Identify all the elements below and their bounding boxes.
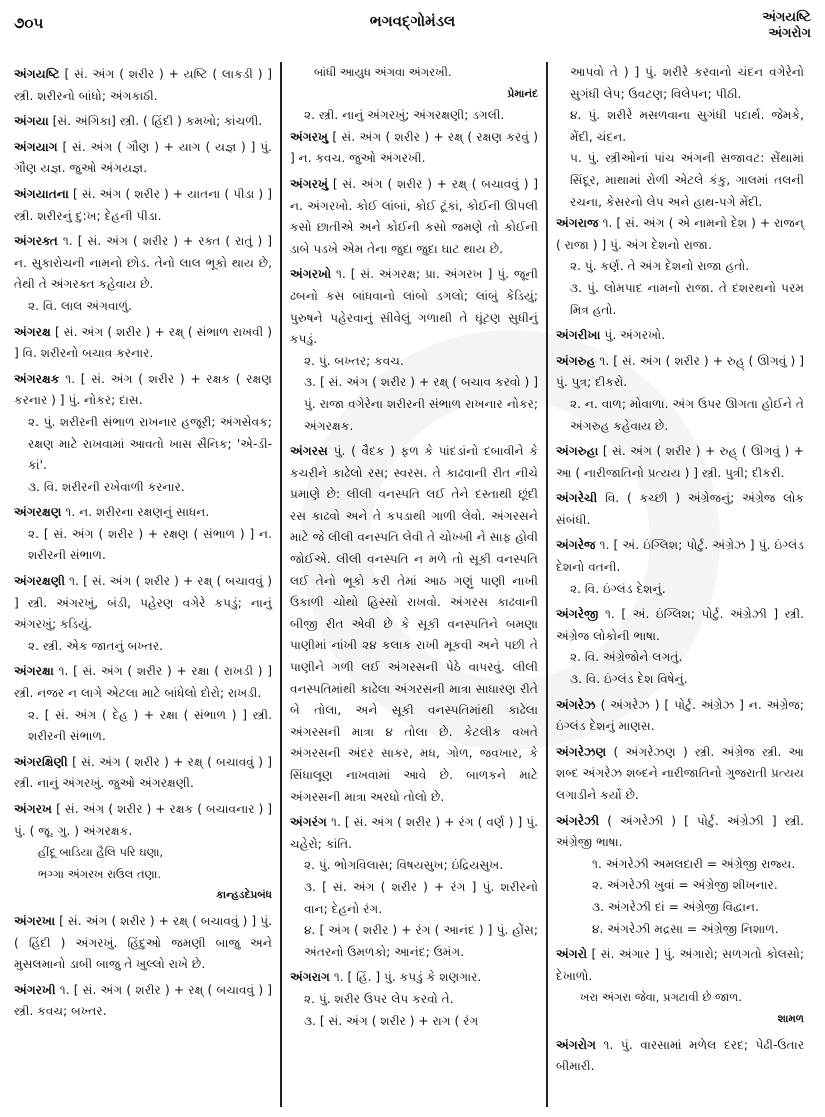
definition: ૧. [ સં. અંગ ( શરીર ) + રક્ત ( રાતું ) ] ન. સુકારોચની નામનો છોડ. તેનો લાલ ભૂકો થાય છે, તેથી તે અંગરક્ત કહેવાય છે.	[14, 234, 272, 292]
dictionary-entry	[290, 812, 538, 963]
definition: ૧. [ સં. અંગ ( શરીર ) + રંગ ( વર્ણ ) ] પું. ચહેરો; કાંતિ.	[290, 815, 539, 851]
dictionary-entry	[556, 488, 804, 531]
dictionary-entry	[14, 64, 272, 107]
headword: અંગરક્ષણ	[14, 505, 62, 520]
column-2	[280, 62, 546, 1107]
headword: અંગરક્ષક	[14, 371, 60, 386]
definition: [ સં. અંગ ( શરીર ) + રક્ષ્ ( બચાવવું ) ] પું. ( હિંદી ) અંગરખું. હિંદુઓ જમણી બાજુ અને મુસલમાનો ડાબી બાજુ તે ખુલ્લો રાખે છે.	[14, 913, 272, 972]
dictionary-entry	[556, 1035, 804, 1078]
headword: અંગયાતના	[14, 186, 69, 201]
headword: અંગરાગ	[290, 970, 330, 985]
definition: ૧. ન. શરીરના રક્ષણનું સાધન.	[65, 505, 210, 520]
dictionary-entry	[556, 535, 804, 600]
quotation-line: ખરા અંગરા જેવા, પ્રગટાવી છે જાળ.	[580, 990, 742, 1005]
quotation-line: હીંદૂ બાડિયા હૈલિ પરિ ઘણા,	[38, 845, 164, 860]
definition: ૧. [ સં. અંગ ( શરીર ) + રુહ્ ( ઊગવું ) ] પું. પુત્ર; દીકરો.	[556, 353, 805, 390]
quotation-source: શામળ	[777, 1012, 804, 1025]
definition: [ સં. અંગ ( શરીર ) + રક્ષ્ ( બચાવવું ) ] ન. અંગરખો. કોઈ લાંબાં, કોઈ ટૂંકાં, કોઈની ઊપલી કસો છાતીએ અને કોઈની કસો જમણે તો કોઈની ડાબે પડખે એમ તેના જુદા જુદા ઘાટ થાય છે.	[290, 176, 538, 256]
dictionary-entry	[556, 213, 804, 321]
dictionary-entry	[556, 351, 804, 437]
dictionary-entry	[14, 502, 272, 567]
headword: અંગરેઝ	[556, 697, 596, 712]
dictionary-entry	[556, 944, 804, 1030]
dictionary-entry	[556, 604, 804, 690]
definition: ૧. [ સં. અંગરક્ષ; પ્રા. અંગરખ ] પું. જૂની ઢબનો કસ બાંધવાનો લાંબો ડગલો; લાંબું કેડિયું; પુરુષને પહેરવાનું સીવેલું ગળાથી તે ઘૂંટણ સુધીનું કપડું.	[290, 267, 539, 347]
headword: અંગરખી	[14, 982, 56, 997]
definition: ( અંગરેઝી ) [ પોર્ટુ. અંગ્રેઝી ] સ્ત્રી. અંગ્રેજી ભાષા.	[556, 813, 804, 850]
sense-line: ૨. પું. બખ્તર; કવચ.	[304, 353, 404, 368]
dictionary-entry	[556, 695, 804, 738]
headword: અંગરક્ત	[14, 234, 58, 249]
sense-line: ૨. પું. ભોગવિલાસ; વિષયસુખ; ઇંદ્રિયસુખ.	[304, 858, 504, 873]
sense-line: ૪. પું. શરીરે મસળવાના સુગંધી પદાર્થ. જેમકે, મેંદી, ચંદન.	[570, 108, 804, 144]
quotation-line: બાંધી આયુધ અંગવા અંગરખી.	[314, 65, 452, 79]
dictionary-columns	[14, 62, 814, 1107]
sense-line: ૨. સ્ત્રી. એક જાતનું બખ્તર.	[28, 638, 164, 653]
dictionary-entry	[14, 369, 272, 499]
sense-line: ૨. સ્ત્રી. નાનું અંગરખું; અંગરક્ષણી; ડગલી.	[304, 108, 505, 123]
sense-line: ૩. પું. લોમપાદ નામનો રાજા. તે દશરથનો પરમ મિત્ર હતો.	[570, 280, 804, 317]
headword: અંગરોગ	[556, 1037, 596, 1052]
headword: અંગરુહ	[556, 353, 596, 368]
sense-line: ૨. વિ. અંગ્રેજોને લગતું.	[570, 650, 683, 665]
sense-line: ૨. પું. કર્ણ. તે અંગ દેશનો રાજા હતો.	[570, 259, 750, 274]
dictionary-entry	[14, 111, 272, 133]
dictionary-entry	[290, 967, 538, 1032]
headword: અંગરક્ષણી	[14, 574, 66, 589]
sense-line: ૨. પું. શરીરની સંભાળ રાખનાર હજૂરી; અંગસેવક; રક્ષણ માટે રાખવામાં આવતો ખાસ સૈનિક; 'એ-ડી-કાં'.	[28, 414, 272, 473]
sense-line: ૩. વિ. ઇંગ્લંડ દેશ વિષેનું.	[570, 672, 688, 687]
dictionary-entry	[14, 137, 272, 180]
headword: અંગરસ	[290, 444, 328, 459]
dictionary-entry	[556, 811, 804, 941]
dictionary-entry	[556, 325, 804, 347]
sense-line: ૨. ન. વાળ; મોવાળા. અંગ ઉપર ઊગતા હોઈને તે અંગરુહ કહેવાય છે.	[570, 396, 804, 433]
definition: [ સં. અંગ ( શરીર ) + રુહ્ ( ઊગવું ) + આ ( નારીજાતિનો પ્રત્યય ) ] સ્ત્રી. પુત્રી; દીકરી.	[556, 444, 804, 480]
sense-line: ૩. વિ. શરીરની રખેવાળી કરનાર.	[28, 479, 185, 494]
page-header	[0, 0, 825, 52]
sense-line: ૨. પું. શરીર ઉપર લેપ કરવો તે.	[304, 991, 454, 1006]
definition: ૧. [ સં. અંગ ( એ નામનો દેશ ) + રાજન્ ( રાજા ) ] પું. અંગ દેશનો રાજા.	[556, 216, 805, 252]
definition: ( અંગરેઝણ ) સ્ત્રી. અંગ્રેજ સ્ત્રી. આ શબ્દ અંગરેઝ શબ્દને નારીજાતિનો ગુજરાતી પ્રત્યય લગાડીને કર્યો છે.	[556, 744, 804, 802]
sense-line: ૩. [ સં. અંગ ( શરીર ) + રંગ ] પું. શરીરનો વાન; દેહનો રંગ.	[304, 879, 538, 916]
definition: [ સં. અંગ ( ગૌણ ) + યાગ ( યજ્ઞ ) ] પું. ગૌણ યજ્ઞ. જુઓ અંગયજ્ઞ.	[14, 139, 273, 176]
definition: પું. ( વૈદક ) ફળ કે પાંદડાંનો દબાવીને કે કચરીને કાઢેલો રસ; સ્વરસ. તે કાઢવાની રીત નીચે પ્રમાણે છે: લીલી વનસ્પતિ લઈ તેને દસ્તાથી છૂંદી રસ કાઢવો અને તે કપડાથી ગાળી લેવો. અંગરસને માટે જે લીલી વનસ્પતિ લેવી તે ચોખ્ખી ને સાફ હોવી જોઈએ. લીલી વનસ્પતિ ન મળે તો સૂકી વનસ્પતિ લઈ તેનો ભૂકો કરી તેમાં આઠ ગણું પાણી નાખી ઉકાળી ચોથો હિસ્સો રાખવો. અંગરસ કાઢવાની બીજી રીત એવી છે કે સૂકી વનસ્પતિને બમણા પાણીમાં નાંખી ૨૪ કલાક રાખી મૂકવી અને પછી તે પાણીને ગળી લઈ અંગરસની પેઠે વાપરવું. લીલી વનસ્પતિમાંથી કાઢેલા અંગરસની માત્રા સાધારણ રીતે બે તોલા, અને સૂકી વનસ્પતિમાંથી કાઢેલા અંગરસની માત્રા ૪ તોલા છે. કેટલીક વખતે અંગરસની અંદર સાકર, મધ, ગોળ, જવખાર, કે સિંધાલૂણ નાખવામાં આવે છે. બાળકને માટે અંગરસની માત્રા અરધો તોલો છે.	[290, 444, 539, 804]
guide-word-first: અંગયષ્ટિ	[762, 10, 811, 25]
headword: અંગરંગ	[290, 815, 327, 830]
page-number: ૭૦૫	[14, 14, 44, 32]
definition: ૧. [ અં. ઇંગ્લિશ; પોર્ટુ. અંગ્રેઝ ] પું. ઇંગ્લંડ દેશનો વતની.	[556, 538, 804, 575]
definition: ૧. [ અં. ઇંગ્લિશ; પોર્ટુ. અંગ્રેઝી ] સ્ત્રી. અંગ્રેજ લોકોની ભાષા.	[556, 607, 804, 643]
dictionary-entry	[14, 752, 272, 795]
definition: ૧. [ સં. અંગ ( શરીર ) + રક્ષ્ ( બચાવવું ) ] સ્ત્રી. કવચ; બખ્તર.	[14, 982, 272, 1019]
dictionary-entry	[14, 184, 272, 227]
definition: વિ. ( કચ્છી ) અંગ્રેજનું; અંગ્રેજ લોક સંબંધી.	[556, 491, 805, 527]
example-line: ૪. અંગરેઝી મદ્રસા = અંગ્રેજી નિશાળ.	[592, 921, 779, 936]
dictionary-entry	[290, 174, 538, 260]
headword: અંગયાગ	[14, 139, 58, 154]
dictionary-entry	[14, 980, 272, 1023]
dictionary-entry	[14, 911, 272, 976]
sense-line: ૩. [ સં. અંગ ( શરીર ) + રાગ ( રંગ	[304, 1013, 479, 1028]
sense-line: ૩. [ સં. અંગ ( શરીર ) + રક્ષ્ ( બચાવ કરવો ) ] પું. રાજા વગેરેના શરીરની સંભાળ રાખનાર નોકર; અંગરક્ષક.	[304, 375, 538, 433]
headword: અંગરખા	[14, 913, 56, 928]
dictionary-entry	[290, 127, 538, 170]
headword: અંગરખુ	[290, 129, 329, 144]
definition: ૧. પું. વારસામાં મળેલ દરદ; પેઢી-ઉતાર બીમારી.	[556, 1037, 804, 1074]
sense-line: ૪. [ અંગ ( શરીર ) + રંગ ( આનંદ ) ] પું. હોંસ; અંતરનો ઉમળકો; આનંદ; ઉમંગ.	[304, 923, 538, 959]
definition: [ સં. અંગ ( શરીર ) + રક્ષ્ ( સંભાળ રાખવી ) ] વિ. શરીરનો બચાવ કરનાર.	[14, 324, 273, 361]
headword: અંગરેઝણ	[556, 744, 607, 759]
dictionary-entry	[14, 571, 272, 657]
definition: [ સં. અંગાર ] પું. અંગારો; સળગતો કોલસો; દેખાળો.	[556, 947, 805, 983]
dictionary-entry	[290, 264, 538, 437]
headword: અંગરખું	[290, 176, 329, 191]
dictionary-entry	[14, 661, 272, 747]
definition: [ સં. અંગ ( શરીર ) + યષ્ટિ ( લાકડી ) ] સ્ત્રી. શરીરનો બાંધો; અંગકાઠી.	[14, 67, 273, 103]
dictionary-entry	[14, 322, 272, 365]
definition: [ સં. અંગ ( શરીર ) + રક્ષ્ ( રક્ષણ કરવું ) ] ન. કવચ. જુઓ અંગરખી.	[290, 129, 538, 166]
sense-line: ૨. વિ. ઇંગ્લંડ દેશનું.	[570, 581, 666, 596]
headword: અંગયષ્ટિ	[14, 67, 60, 81]
headword: અંગરખો	[290, 267, 332, 282]
definition: [ સં. અંગ ( શરીર ) + રક્ષક ( બચાવનાર ) ] પું. ( જૂ. ગુ. ) અંગરક્ષક.	[14, 802, 272, 838]
example-line: ૨. અંગરેઝી ખુવાં = અંગ્રેજી શીખનાર.	[592, 878, 778, 893]
definition: [સં. અંગિકા] સ્ત્રી. ( હિંદી ) કમખો; કાંચળી.	[52, 114, 263, 129]
headword: અંગરાજ	[556, 216, 599, 231]
definition: ૧. [ સં. અંગ ( શરીર ) + રક્ષક ( રક્ષણ કરનાર ) ] પું. નોકર; દાસ.	[14, 371, 272, 408]
dictionary-entry	[556, 742, 804, 807]
column-1	[14, 62, 280, 1107]
dictionary-entry	[556, 441, 804, 484]
dictionary-entry	[14, 799, 272, 907]
continued-text: આપવો તે ) ] પું. શરીરે કરવાનો ચંદન વગેરેનો સુગંધી લેપ; ઉવટણ; વિલેપન; પીઠી.	[570, 65, 804, 101]
example-line: ૩. અંગરેઝી દાં = અંગ્રેજી વિદ્વાન.	[592, 899, 759, 914]
headword: અંગરક્ષ	[14, 324, 51, 339]
definition: ( અંગરેઝ ) [ પોર્ટુ. અંગ્રેઝ ] ન. અંગ્રેજ; ઇંગ્લંડ દેશનું માણસ.	[556, 697, 805, 734]
sense-line: ૫. પું. સ્ત્રીઓનાં પાંચ અંગની સજાવટ: સેંથામાં સિંદૂર, માથામાં રોળી એટલે કંકુ, ગાલમાં તલની રચના, કેસરનો લેપ અને હાથ-પગે મેંદી.	[570, 151, 804, 209]
headword: અંગરેઝી	[556, 813, 600, 828]
headword: અંગરેજી	[556, 607, 599, 622]
dictionary-entry	[290, 441, 538, 808]
definition: ૧. [ સં. અંગ ( શરીર ) + રક્ષ્ ( બચાવવું ) ] સ્ત્રી. અંગરખું, બંડી, પહેરણ વગેરે કપડું; નાનું અંગરખું; કડિયું.	[14, 574, 272, 632]
running-title: ભગવદ્ગોમંડલ	[369, 12, 456, 30]
definition: [ સં. અંગ ( શરીર ) + રક્ષ્ ( બચાવવું ) ] સ્ત્રી. નાનું અંગરખું. જુઓ અંગરક્ષણી.	[14, 754, 273, 791]
dictionary-entry	[14, 231, 272, 317]
definition: [ સં. અંગ ( શરીર ) + યાતના ( પીડા ) ] સ્ત્રી. શરીરનું દુ:ખ; દેહની પીડા.	[14, 186, 273, 223]
sense-line: ૨. વિ. લાલ અંગવાળું.	[28, 298, 132, 313]
column-3	[546, 62, 812, 1107]
headword: અંગરીખા	[556, 328, 601, 343]
headword: અંગરો	[556, 947, 588, 962]
definition: પું. અંગરખો.	[604, 328, 666, 343]
headword: અંગયા	[14, 114, 49, 129]
example-line: ૧. અંગરેઝી અમલદારી = અંગ્રેજી રાજ્ય.	[592, 856, 796, 871]
headword: અંગરેચી	[556, 491, 598, 506]
sense-line: ૨. [ સં. અંગ ( દેહ ) + રક્ષા ( સંભાળ ) ] સ્ત્રી. શરીરની સંભાળ.	[28, 707, 272, 744]
headword: અંગરુહા	[556, 444, 599, 459]
headword: અંગરખ	[14, 802, 53, 816]
quotation-line: ભગ્ગા અંગરખ રાઉલ તણા.	[38, 866, 162, 881]
headword: અંગરક્ષા	[14, 664, 54, 679]
headword: અંગરક્ષિણી	[14, 754, 68, 769]
guide-words	[762, 10, 811, 42]
sense-line: ૨. [ સં. અંગ ( શરીર ) + રક્ષણ ( સંભાળ ) ] ન. શરીરની સંભાળ.	[28, 526, 272, 563]
definition: ૧. [ સં. અંગ ( શરીર ) + રક્ષા ( રાખડી ) ] સ્ત્રી. નજર ન લાગે એટલા માટે બાંધેલો દોરો; રાખડી.	[14, 664, 272, 701]
quotation-source: પ્રેમાનંદ	[507, 87, 538, 100]
headword: અંગરેજ	[556, 538, 596, 553]
quotation-source: કાન્હડદેપ્રબંધ	[216, 889, 272, 902]
guide-word-last: અંગરોગ	[768, 26, 811, 41]
definition: ૧. [ હિં. ] પું. કપડું કે શણગાર.	[333, 970, 482, 985]
